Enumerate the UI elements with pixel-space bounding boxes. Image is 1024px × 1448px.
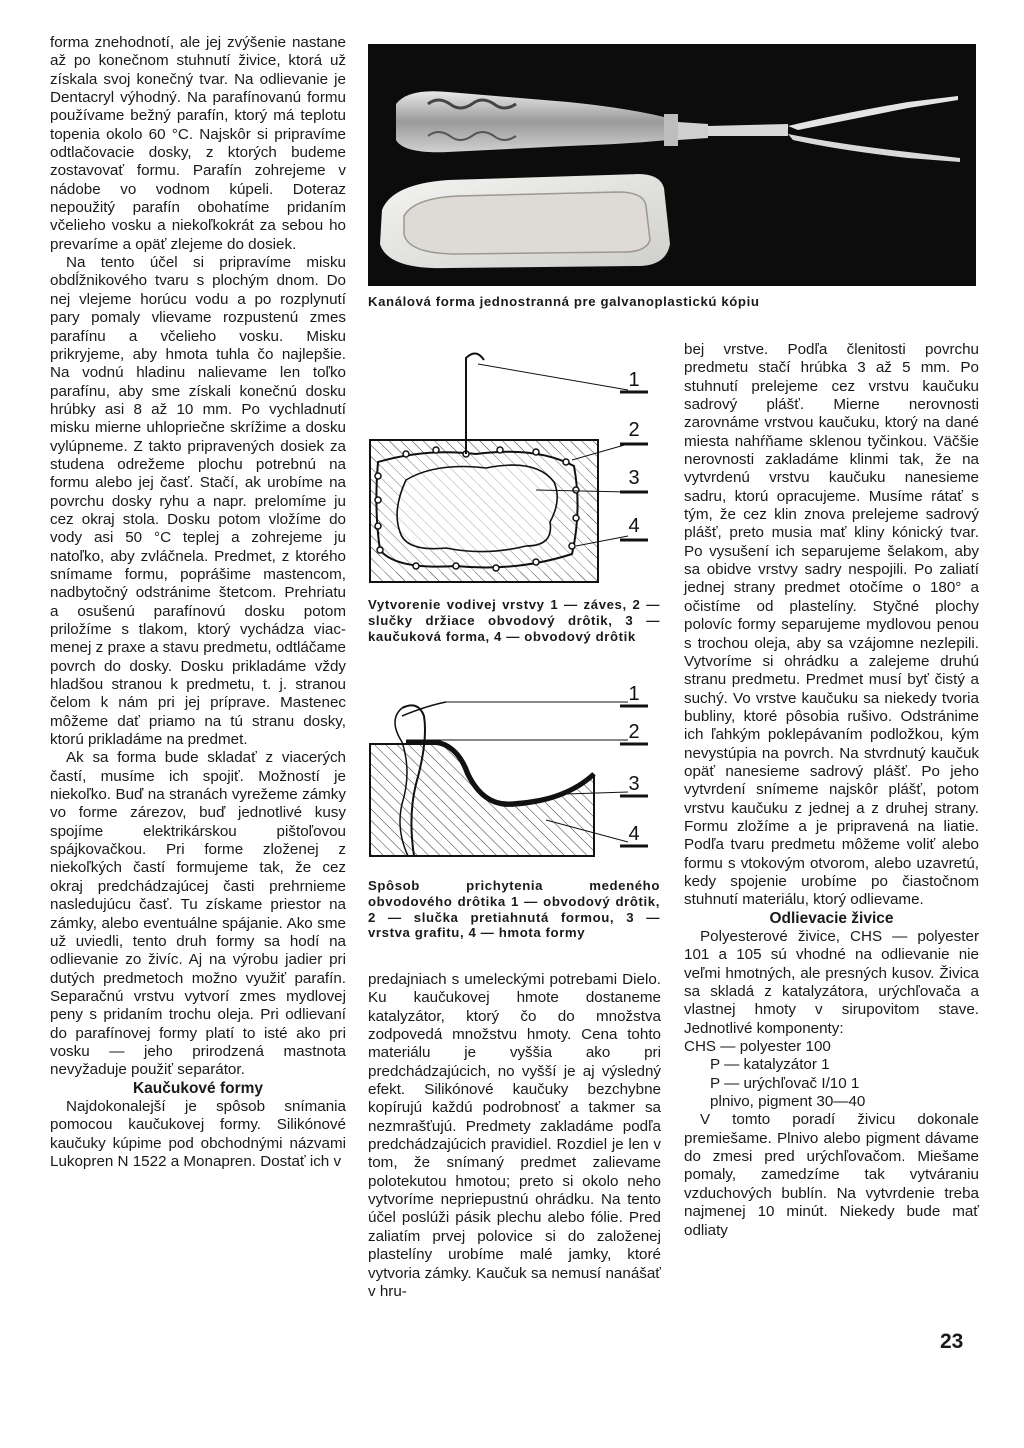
photo-caption: Kanálová forma jednostranná pre galvanoplastickú kópiu: [368, 294, 760, 309]
component-item: CHS — polyester 100: [684, 1038, 831, 1056]
diagram2-label-4: 4: [628, 823, 640, 845]
page-number: 23: [940, 1330, 964, 1353]
diagram1-caption: Vytvorenie vodivej vrstvy 1 — záves, 2 — slučky držiace obvodový drôtik, 3 — kaučuková forma, 4 — obvodový drôtik: [368, 597, 660, 644]
paragraph: predajniach s umeleckými potrebami Dielo. Ku kaučukovej hmote dostaneme katalyzátor, ktorý čo do množstva zodpovedá množstvu hmoty. Cena tohto materiálu je vyššia ako pri predchádzajúcich, no vyšší je aj výsledný efekt. Silikónové kaučuky bezchybne kopírujú každú podrobnosť a takmer sa nezmrašťujú. Predmety zakladáme podľa predchádzajúcich pravidiel. Rozdiel je len v tom, že snímaný predmet zalievame polotekutou hmotou; preto si okolo neho vytvoríme nepriepustnú ohrádku. Na tento účel poslúži pásik plechu alebo fólie. Pred zaliatím prvej polovice si do založenej plastelíny urobíme malé jamky, ktoré vytvoria zámky. Kaučuk sa nemusí nanášať v hru-: [368, 971, 661, 1300]
component-item: plnivo, pigment 30—40: [710, 1093, 866, 1111]
text-column-left: [50, 34, 346, 1171]
paragraph: Na tento účel si pripravíme misku obdĺžnikového tvaru s plochým dnom. Do nej vlejeme horúcu vodu a po rozplynutí pary pomaly vlievame rozpustenú zmes parafínu a včelieho vosku. Misku prikryjeme, aby hmota tuhla čo najlepšie. Na vodnú hladinu nalievame len toľko parafínu, aby sme získali konečnú dosku hrúbky asi 8 až 10 mm. Po vychladnutí misku mierne uhlopriečne skrížime a dosku vylúpneme. Z takto pripravených dosiek za studena odrežeme plochu potrebnú na formu alebo jej časť. Stačí, ak urobíme na povrchu dosky ryhu a napr. prelomíme ju cez okraj stola. Dosku potom vložíme do vody asi 50 °C teplej a zohrejeme ju natoľko, aby zvláčnela. Predmet, z ktorého snímame formu, poprášime mastencom, nadbytočný odstránime štetcom. Prehriatu a osušenú parafínovú dosku potom priložíme s tlakom, ktorý vychádza viac-menej z praxe a stavu predmetu, odtláčame povrch do dosky. Dosku prikladáme vždy hladšou stranou k predmetu, t. j. stranou čelom k nám pri jej príprave. Mastenec môžeme dať priamo na tú stranu dosky, ktorú prikladáme na predmet.: [50, 254, 346, 749]
section-heading-rubber-molds: Kaučukové formy: [132, 1079, 264, 1097]
diagram-conductive-layer: [366, 350, 666, 590]
diagram1-label-3: 3: [628, 467, 640, 489]
paragraph: Ak sa forma bude skladať z viacerých častí, musíme ich spojiť. Možností je niekoľko. Buď na stranách vyrežeme zámky vo forme zárezov, buď jednotlivé kusy spojíme elektrikárskou pištoľovou spájkovačkou. Pri forme zloženej z niekoľkých častí formujeme tak, že cez okraj predchádzajúcej časti prehrnieme nasledujúcu časť. Tu získame priestor na zámky, alebo eventuálne spájanie. Ako sme už uviedli, tento druh formy sa hodí na odlievanie zo živíc. Aj na výrobu jadier pri dutých predmetoch možno využiť parafín. Separačnú vrstvu vytvorí zmes mydlovej peny s pridaním trochu oleja. Pri odlievaní do parafínovej formy platí to isté ako pri vosku — jeho prirodzená mastnota nevyžaduje použiť separátor.: [50, 749, 346, 1079]
paragraph: Polyesterové živice, CHS — polyester 101 a 105 sú vhodné na odlievanie nie veľmi hmotných, ale presných kusov. Živica sa skladá z katalyzátora, urýchľovača a vlastnej hmoty v sirupovitom stave. Jednotlivé komponenty:: [684, 928, 979, 1037]
section-heading-casting-resins: Odlievacie živice: [769, 909, 894, 927]
diagram1-label-1: 1: [628, 369, 640, 391]
components-list: [684, 1038, 979, 1111]
paragraph: forma znehodnotí, ale jej zvýšenie nastane až po konečnom stuhnutí živice, ktorá už získala svoj konečný tvar. Na odlievanie je Dentacryl výhodný. Na parafínovanú formu používame bežný parafín, ktorý má teplotu topenia okolo 60 °C. Najskôr si pripravíme odtlačovacie dosky, z ktorých budeme zostavovať formu. Parafín zohrejeme v nádobe vo vodnom kúpeli. Doteraz nepoužitý parafín obohatíme pridaním včelieho vosku a niekoľkokrát za sebou ho prevaríme a opäť zlejeme do dosiek.: [50, 34, 346, 253]
paragraph: V tomto poradí živicu dokonale premiešame. Plnivo alebo pigment dávame do zmesi pred urýchľovačom. Miešame pomaly, zamedzíme tak vytváraniu vzduchových bublín. Na vytvrdenie treba najmenej 10 minút. Niekedy bude mať odliaty: [684, 1111, 979, 1239]
component-item: P — katalyzátor 1: [710, 1056, 830, 1074]
diagram1-label-4: 4: [628, 515, 640, 537]
photo-fork-and-mold: [368, 44, 976, 286]
diagram2-caption: Spôsob prichytenia medeného obvodového drôtika 1 — obvodový drôtik, 2 — slučka pretiahnutá formou, 3 — vrstva grafitu, 4 — hmota formy: [368, 878, 660, 941]
text-column-middle: [368, 971, 661, 1301]
diagram2-label-2: 2: [628, 721, 640, 743]
component-item: P — urýchľovač I/10 1: [710, 1074, 860, 1092]
diagram1-label-2: 2: [628, 419, 640, 441]
text-column-right: [684, 341, 979, 1240]
diagram2-label-3: 3: [628, 773, 640, 795]
paragraph: Najdokonalejší je spôsob snímania pomocou kaučukovej formy. Silikónové kaučuky kúpime pod obchodnými názvami Lukopren N 1522 a Monapren. Dostať ich v: [50, 1097, 346, 1170]
diagram2-label-1: 1: [628, 683, 640, 705]
paragraph: bej vrstve. Podľa členitosti povrchu predmetu stačí hrúbka 3 až 5 mm. Po stuhnutí prelejeme cez vrstvu kaučuku sadrový plášť. Mierne nerovnosti zarovnáme vrstvou kaučuku, ktorý na dané miesta nahŕňame sklenou tyčinkou. Väčšie nerovnosti zakladáme klinmi tak, že na vytvrdenú vrstvu kaučuku nanesieme sadru, ktorú opracujeme. Musíme rátať s tým, že cez klin znova prelejeme sadrový plášť, preto musia mať kliny kónický tvar. Po vysušení ich separujeme šelakom, aby sa obidve vrstvy sadry nespojili. Po zaliatí jednej strany predmet otočíme o 180° a očistíme od plastelíny. Styčné plochy polovíc formy separujeme mydlovou penou s trochou oleja, aby sa vzájomne nezlepili. Vytvoríme si ohrádku a zalejeme druhú stranu predmetu. Predmet musí byť čistý a suchý. Vo vrstve kaučuku sa niekedy tvoria bubliny, ktoré pôsobia rušivo. Odstránime ich ľahkým poklepávaním podložkou, kým nevystúpia na povrch. Na stvrdnutý kaučuk opäť nanesieme sadrový plášť. Po jeho vytvrdení snímeme najskôr plášť, potom vrstvu kaučuku z jednej a z druhej strany. Formu zložíme a je pripravená na liatie. Podľa tvaru predmetu môžeme voliť alebo formu s vtokovým otvorom, alebo uzavretú, kedy spojenie urobíme po čiastočnom stuhnutí materiálu, ktorý odlievame.: [684, 341, 979, 909]
diagram-wire-attachment: [366, 680, 666, 870]
